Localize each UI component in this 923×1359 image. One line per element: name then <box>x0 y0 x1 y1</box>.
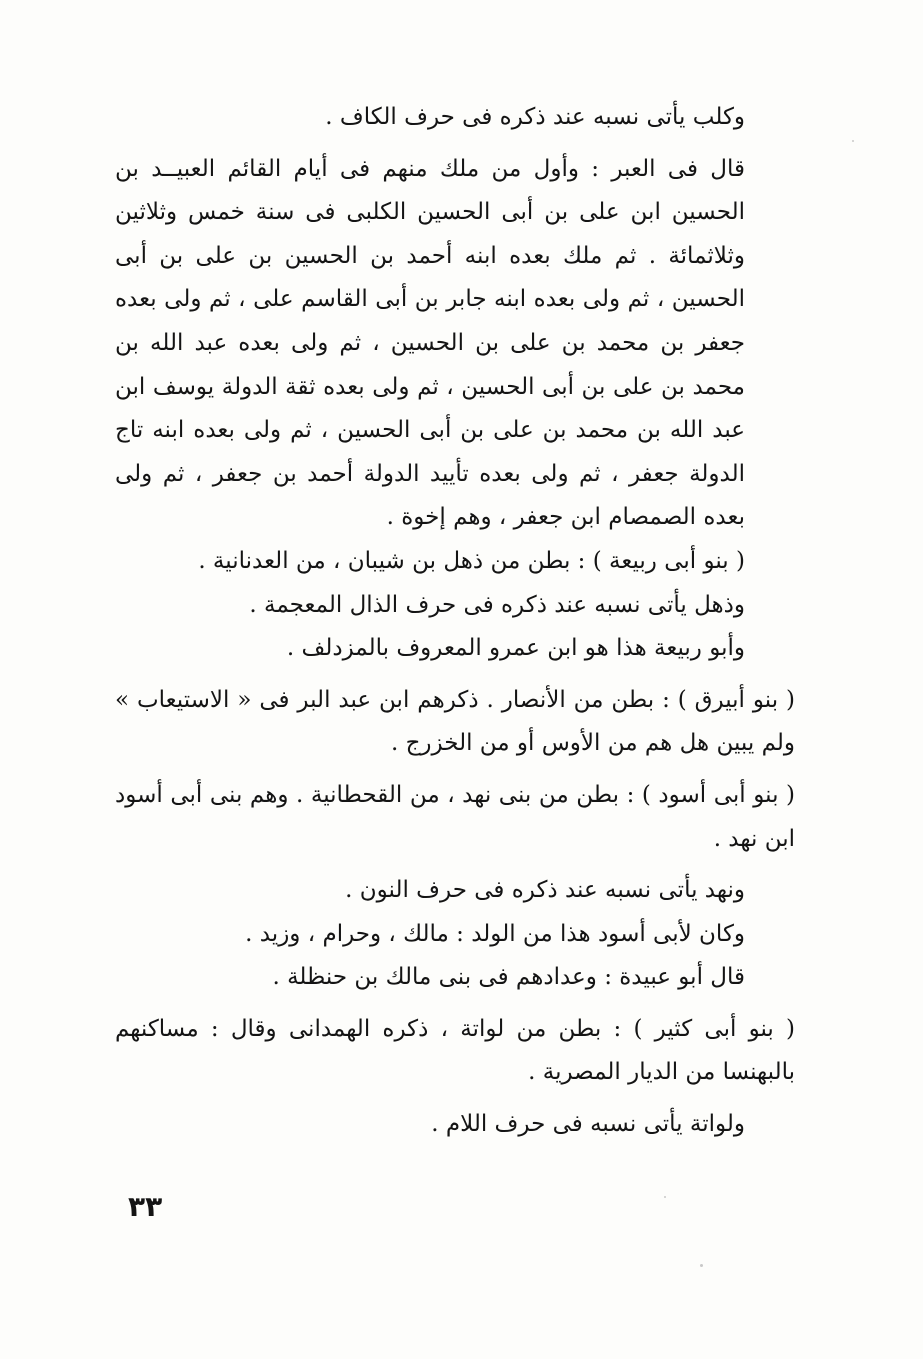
paragraph-9: وكان لأبى أسود هذا من الولد : مالك ، وحرام ، وزيد . <box>245 920 745 947</box>
paragraph-6: ( بنو أبيرق ) : بطن من الأنصار . ذكرهم ابن عبد البر فى « الاستيعاب » ولم يبين هل هم من الأوس أو من الخزرج . <box>115 686 795 757</box>
paragraph-4: وذهل يأتى نسبه عند ذكره فى حرف الذال المعجمة . <box>249 591 745 618</box>
paragraph-11: ( بنو أبى كثير ) : بطن من لواتة ، ذكره الهمدانى وقال : مساكنهم بالبهنسا من الديار المصرية . <box>115 1015 795 1086</box>
paragraph-3: ( بنو أبى ربيعة ) : بطن من ذهل بن شيبان ، من العدنانية . <box>198 547 745 574</box>
scan-speck <box>664 1196 666 1198</box>
paragraph-8: ونهد يأتى نسبه عند ذكره فى حرف النون . <box>345 877 745 904</box>
paragraph-10: قال أبو عبيدة : وعدادهم فى بنى مالك بن حنظلة . <box>272 964 745 991</box>
paragraph-2: قال فى العبر : وأول من ملك منهم فى أيام القائم العبيــد بن الحسين ابن على بن أبى الحسين الكلبى فى سنة خمس وثلاثين وثلاثمائة . ثم ملك بعده ابنه أحمد بن الحسين بن على بن أبى الحسين ، ثم ولى بعده ابنه جابر بن أبى القاسم على ، ثم ولى بعده جعفر بن محمد بن على بن الحسين ، ثم ولى بعده عبد الله بن محمد بن على بن أبى الحسين ، ثم ولى بعده ثقة الدولة يوسف ابن عبد الله بن محمد بن على بن أبى الحسين ، ثم ولى بعده ابنه تاج الدولة جعفر ، ثم ولى بعده تأييد الدولة أحمد بن جعفر ، ثم ولى بعده الصمصام ابن جعفر ، وهم إخوة . <box>115 155 745 531</box>
page-body-text <box>115 96 795 1147</box>
paragraph-5: وأبو ربيعة هذا هو ابن عمرو المعروف بالمزدلف . <box>286 635 745 662</box>
scan-speck <box>700 1264 703 1267</box>
paragraph-1: وكلب يأتى نسبه عند ذكره فى حرف الكاف . <box>325 104 745 130</box>
paragraph-12: ولواتة يأتى نسبه فى حرف اللام . <box>431 1111 745 1138</box>
page-number: ٣٣ <box>128 1190 163 1223</box>
scan-speck <box>852 140 854 142</box>
paragraph-7: ( بنو أبى أسود ) : بطن من بنى نهد ، من القحطانية . وهم بنى أبى أسود ابن نهد . <box>115 781 795 852</box>
